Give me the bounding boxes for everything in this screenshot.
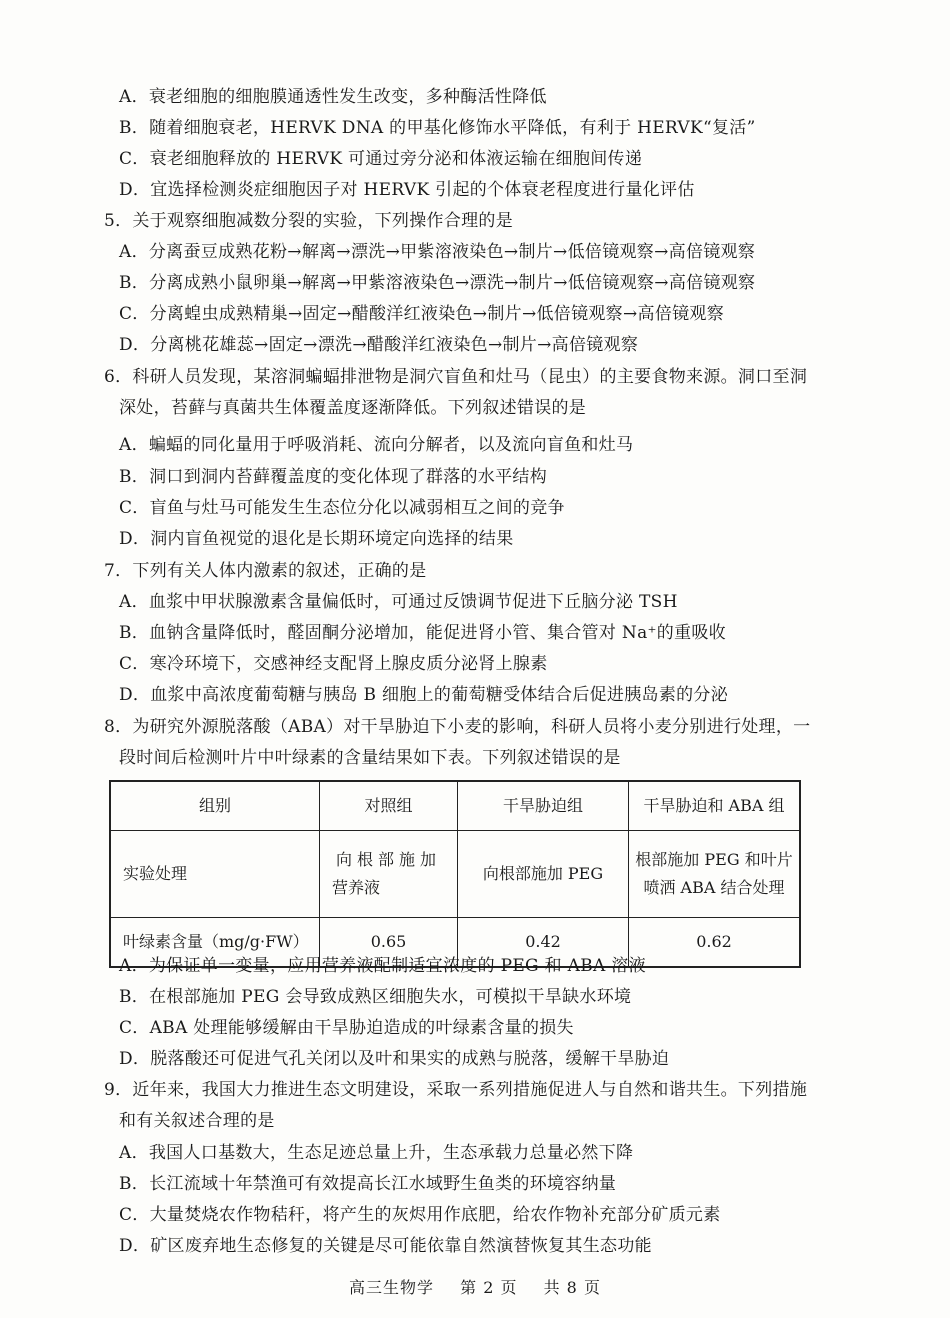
q8-stem-line1: 8．为研究外源脱落酸（ABA）对干旱胁迫下小麦的影响，科研人员将小麦分别进行处理，一: [104, 717, 811, 737]
table-cell-treatment-drought: 向根部施加 PEG: [458, 831, 629, 918]
table-row: [110, 831, 800, 918]
q8-option-d: D．脱落酸还可促进气孔关闭以及叶和果实的成熟与脱落，缓解干旱胁迫: [119, 1049, 670, 1069]
q7-option-b: B．血钠含量降低时，醛固酮分泌增加，能促进肾小管、集合管对 Na⁺的重吸收: [119, 623, 726, 643]
footer-subject: 高三生物学: [349, 1278, 435, 1297]
q5-stem: 5．关于观察细胞减数分裂的实验，下列操作合理的是: [104, 211, 514, 231]
cell-line: 喷洒 ABA 结合处理: [643, 878, 785, 897]
q4-option-a: A．衰老细胞的细胞膜通透性发生改变，多种酶活性降低: [119, 87, 547, 107]
q6-stem-line1: 6．科研人员发现，某溶洞蝙蝠排泄物是洞穴盲鱼和灶马（昆虫）的主要食物来源。洞口至洞: [104, 367, 808, 387]
cell-line: 根部施加 PEG 和叶片: [635, 850, 793, 869]
q5-option-c: C．分离蝗虫成熟精巢→固定→醋酸洋红液染色→制片→低倍镜观察→高倍镜观察: [119, 304, 725, 324]
table-cell-treatment-control: [320, 831, 458, 918]
q7-stem: 7．下列有关人体内激素的叙述，正确的是: [104, 561, 427, 581]
q4-option-b: B．随着细胞衰老，HERVK DNA 的甲基化修饰水平降低，有利于 HERVK“复活”: [119, 118, 756, 138]
q7-option-a: A．血浆中甲状腺激素含量偏低时，可通过反馈调节促进下丘脑分泌 TSH: [119, 592, 678, 612]
q4-option-d: D．宜选择检测炎症细胞因子对 HERVK 引起的个体衰老程度进行量化评估: [119, 180, 695, 200]
table-header-control: 对照组: [320, 781, 458, 831]
table-header-aba: 干旱胁迫和 ABA 组: [629, 781, 801, 831]
q5-option-a: A．分离蚕豆成熟花粉→解离→漂洗→甲紫溶液染色→制片→低倍镜观察→高倍镜观察: [119, 242, 756, 262]
q8-stem-line2: 段时间后检测叶片中叶绿素的含量结果如下表。下列叙述错误的是: [119, 748, 621, 768]
footer-total-pages: 共 8 页: [543, 1278, 601, 1297]
chlorophyll-table: [109, 780, 801, 968]
q8-option-b: B．在根部施加 PEG 会导致成熟区细胞失水，可模拟干旱缺水环境: [119, 987, 632, 1007]
table-cell-chlorophyll-drought: 0.42: [458, 918, 629, 968]
q6-stem-line2: 深处，苔藓与真菌共生体覆盖度逐渐降低。下列叙述错误的是: [119, 398, 587, 418]
q8-option-a: A．为保证单一变量，应用营养液配制适宜浓度的 PEG 和 ABA 溶液: [119, 956, 646, 976]
table-row: [110, 781, 800, 831]
table-cell-treatment-aba: [629, 831, 801, 918]
q6-option-c: C．盲鱼与灶马可能发生生态位分化以减弱相互之间的竞争: [119, 498, 565, 518]
q5-option-d: D．分离桃花雄蕊→固定→漂洗→醋酸洋红液染色→制片→高倍镜观察: [119, 335, 639, 355]
q7-option-d: D．血浆中高浓度葡萄糖与胰岛 B 细胞上的葡萄糖受体结合后促进胰岛素的分泌: [119, 685, 729, 705]
q8-option-c: C．ABA 处理能够缓解由干旱胁迫造成的叶绿素含量的损失: [119, 1018, 574, 1038]
q9-stem-line2: 和有关叙述合理的是: [119, 1111, 275, 1131]
q9-option-a: A．我国人口基数大，生态足迹总量上升，生态承载力总量必然下降: [119, 1143, 634, 1163]
q6-option-b: B．洞口到洞内苔藓覆盖度的变化体现了群落的水平结构: [119, 467, 547, 487]
q4-option-c: C．衰老细胞释放的 HERVK 可通过旁分泌和体液运输在细胞间传递: [119, 149, 643, 169]
table-cell-chlorophyll-aba: 0.62: [629, 918, 801, 968]
q9-stem-line1: 9．近年来，我国大力推进生态文明建设，采取一系列措施促进人与自然和谐共生。下列措施: [104, 1080, 808, 1100]
q9-option-d: D．矿区废弃地生态修复的关键是尽可能依靠自然演替恢复其生态功能: [119, 1236, 652, 1256]
cell-line: 向根部施加: [335, 850, 441, 869]
table-header-drought: 干旱胁迫组: [458, 781, 629, 831]
q6-option-a: A．蝙蝠的同化量用于呼吸消耗、流向分解者，以及流向盲鱼和灶马: [119, 435, 634, 455]
table-cell-chlorophyll-label: 叶绿素含量（mg/g·FW）: [110, 918, 320, 968]
page-footer: [0, 1275, 950, 1298]
q5-option-b: B．分离成熟小鼠卵巢→解离→甲紫溶液染色→漂洗→制片→低倍镜观察→高倍镜观察: [119, 273, 756, 293]
table-cell-chlorophyll-control: 0.65: [320, 918, 458, 968]
cell-line: 营养液: [332, 878, 381, 897]
q9-option-c: C．大量焚烧农作物秸秆，将产生的灰烬用作底肥，给农作物补充部分矿质元素: [119, 1205, 721, 1225]
q7-option-c: C．寒冷环境下，交感神经支配肾上腺皮质分泌肾上腺素: [119, 654, 548, 674]
q9-option-b: B．长江流域十年禁渔可有效提高长江水域野生鱼类的环境容纳量: [119, 1174, 617, 1194]
footer-page-number: 第 2 页: [460, 1278, 518, 1297]
q6-option-d: D．洞内盲鱼视觉的退化是长期环境定向选择的结果: [119, 529, 514, 549]
table-cell-treatment-label: 实验处理: [110, 831, 320, 918]
table-header-group: 组别: [110, 781, 320, 831]
